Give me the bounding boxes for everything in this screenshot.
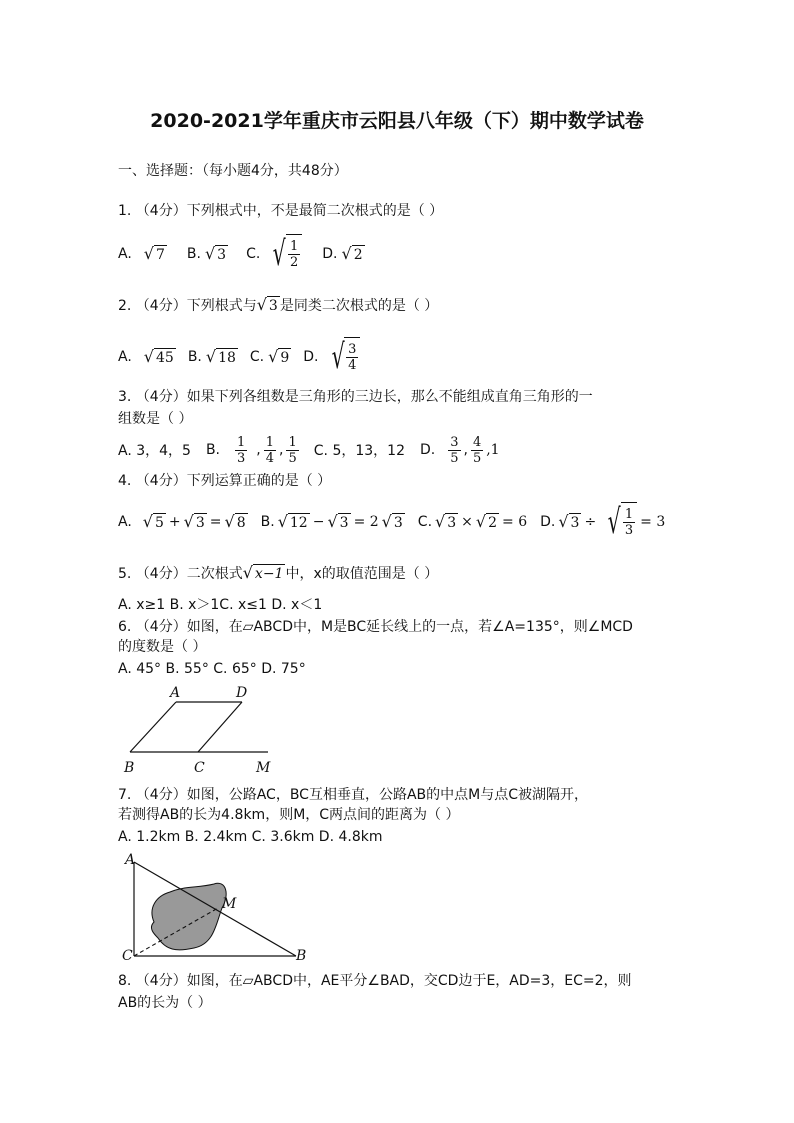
section-heading: 一、选择题：（每小题4分，共48分） <box>118 163 348 179</box>
q2-stem-post: 是同类二次根式的是（ ） <box>279 297 439 314</box>
q3-option-d-label: D. <box>419 442 436 458</box>
q7-label-c: C <box>122 948 133 964</box>
q3-stem-line2: 组数是（ ） <box>118 411 193 427</box>
q3-option-c: C. 5，13，12 <box>313 443 405 459</box>
q4-b-sqrt3: √ 3 <box>381 511 403 531</box>
q1-d-radicand: 2 <box>353 246 363 263</box>
q3-comma: , <box>463 442 468 458</box>
q6-label-c: C <box>194 760 205 776</box>
q3-option-b-label: B. <box>205 442 221 458</box>
q4-c-eq: = 6 <box>502 514 528 530</box>
q3-comma: , <box>256 442 261 458</box>
q1-options <box>118 232 365 276</box>
q3-d-frac1: $\frac{3}{5}$ <box>450 434 459 466</box>
q4-d-op: ÷ <box>584 514 597 530</box>
q2-stem-radicand: 3 <box>268 298 278 314</box>
q4-b-op: − <box>312 514 325 530</box>
q2-stem <box>118 296 438 315</box>
q6-label-d: D <box>236 685 248 701</box>
q3-d-frac2: $\frac{4}{5}$ <box>472 434 482 466</box>
q1-option-a-label: A. <box>118 246 132 262</box>
q5-options: A. x≥1 B. x＞1C. x≤1 D. x＜1 <box>118 597 323 613</box>
q1-option-c-label: C. <box>246 246 261 262</box>
q7-stem-line1: 7. （4分）如图，公路AC，BC互相垂直，公路AB的中点M与点C被湖隔开， <box>118 787 588 803</box>
q2-a-radicand: 45 <box>155 349 174 366</box>
q2-option-a-sqrt: √ 45 <box>143 346 174 366</box>
q1-a-radicand: 7 <box>155 246 165 263</box>
q4-d-sqrt1: √ 3 <box>558 511 580 531</box>
q5-stem-post: 中，x的取值范围是（ ） <box>285 565 439 582</box>
q4-d-sqrt2: √ $\frac{1}{3}$ <box>599 502 637 542</box>
q6-side-ab <box>130 702 176 752</box>
q6-stem-line1: 6. （4分）如图，在▱ABCD中，M是BC延长线上的一点，若∠A=135°，则∠MCD <box>118 619 633 635</box>
q8-stem-line1: 8. （4分）如图，在▱ABCD中，AE平分∠BAD，交CD边于E，AD=3，EC=2，则 <box>118 973 632 989</box>
q4-a-sqrt1: √ 5 <box>142 511 164 531</box>
q6-stem-line2: 的度数是（ ） <box>118 639 207 655</box>
q1-option-d-sqrt: √ 2 <box>341 243 363 263</box>
q4-d-eq: = 3 <box>640 514 666 530</box>
q5-stem-sqrt: √ x−1 <box>242 563 284 582</box>
q4-option-b-label: B. <box>260 514 275 530</box>
q7-label-b: B <box>296 948 307 964</box>
q3-stem-line1: 3. （4分）如果下列各组数是三角形的三边长，那么不能组成直角三角形的一 <box>118 389 593 405</box>
q6-label-a: A <box>170 685 181 701</box>
q6-label-b: B <box>124 760 135 776</box>
q7-options: A. 1.2km B. 2.4km C. 3.6km D. 4.8km <box>118 829 383 845</box>
q6-options: A. 45° B. 55° C. 65° D. 75° <box>118 661 306 677</box>
q3-d-last: ,1 <box>486 442 500 458</box>
q7-label-m: M <box>222 896 237 912</box>
q8-stem-line2: AB的长为（ ） <box>118 995 212 1011</box>
q4-b-sqrt2: √ 3 <box>327 511 349 531</box>
q2-d-numerator: 3 <box>348 342 357 357</box>
q3-b-frac2: $\frac{1}{4}$ <box>265 434 275 466</box>
q4-a-sqrt3: √ 8 <box>224 511 246 531</box>
q1-stem: 1. （4分）下列根式中，不是最简二次根式的是（ ） <box>118 203 444 219</box>
q3-comma: , <box>279 442 284 458</box>
q5-stem <box>118 564 438 583</box>
q4-a-eq: = <box>209 514 222 530</box>
q1-option-b-label: B. <box>186 246 201 262</box>
q2-b-radicand: 18 <box>218 349 236 366</box>
q1-c-denominator: 2 <box>290 255 299 270</box>
q1-option-a-sqrt: √ 7 <box>143 243 165 263</box>
q4-option-a-label: A. <box>118 514 132 530</box>
q2-d-denominator: 4 <box>348 358 357 373</box>
q4-c-sqrt1: √ 3 <box>435 511 457 531</box>
q1-option-d-label: D. <box>322 246 338 262</box>
q2-option-b-label: B. <box>187 349 202 365</box>
q7-stem-line2: 若测得AB的长为4.8km，则M，C两点间的距离为（ ） <box>118 807 460 823</box>
q4-stem: 4. （4分）下列运算正确的是（ ） <box>118 473 332 489</box>
q1-b-radicand: 3 <box>217 246 227 263</box>
q4-option-c-label: C. <box>417 514 433 530</box>
q3-option-a: A. 3，4，5 <box>118 443 191 459</box>
q1-c-numerator: 1 <box>290 239 299 254</box>
q2-stem-sqrt: √ 3 <box>256 295 278 314</box>
q2-option-c-sqrt: √ 9 <box>268 346 290 366</box>
q4-c-op: × <box>461 514 473 530</box>
q4-options <box>118 500 665 544</box>
q2-option-d-label: D. <box>303 349 319 365</box>
q4-c-sqrt2: √ 2 <box>475 511 498 531</box>
q2-option-d-sqrt: √ $\frac{3}{4}$ <box>323 337 361 377</box>
q2-c-radicand: 9 <box>280 349 290 366</box>
q7-label-a: A <box>125 852 136 868</box>
q2-option-c-label: C. <box>249 349 265 365</box>
q1-option-c-sqrt: √ $\frac{1}{2}$ <box>264 234 302 274</box>
q2-option-b-sqrt: √ 18 <box>205 346 236 366</box>
q6-parallelogram-figure <box>118 682 288 778</box>
q2-stem-pre: 2. （4分）下列根式与 <box>118 297 257 314</box>
q2-option-a-label: A. <box>118 349 132 365</box>
q6-side-dc <box>198 702 242 752</box>
q4-b-sqrt1: √ 12 <box>277 511 308 531</box>
q4-option-d-label: D. <box>540 514 556 530</box>
q3-options <box>118 430 500 470</box>
q4-b-eq: = 2 <box>353 514 379 530</box>
page-title: 2020-2021学年重庆市云阳县八年级（下）期中数学试卷 <box>150 110 644 132</box>
q4-a-sqrt2: √ 3 <box>183 511 205 531</box>
q7-lake-figure <box>118 848 318 964</box>
q5-stem-radicand: x−1 <box>254 566 284 582</box>
q3-b-frac1: $\frac{1}{3}$ <box>237 434 246 466</box>
q2-options <box>118 336 360 378</box>
q3-b-frac3: $\frac{1}{5}$ <box>288 434 297 466</box>
q6-label-m: M <box>256 760 271 776</box>
q1-option-b-sqrt: √ 3 <box>204 243 227 263</box>
q4-a-op: + <box>168 514 181 530</box>
q5-stem-pre: 5. （4分）二次根式 <box>118 565 243 582</box>
